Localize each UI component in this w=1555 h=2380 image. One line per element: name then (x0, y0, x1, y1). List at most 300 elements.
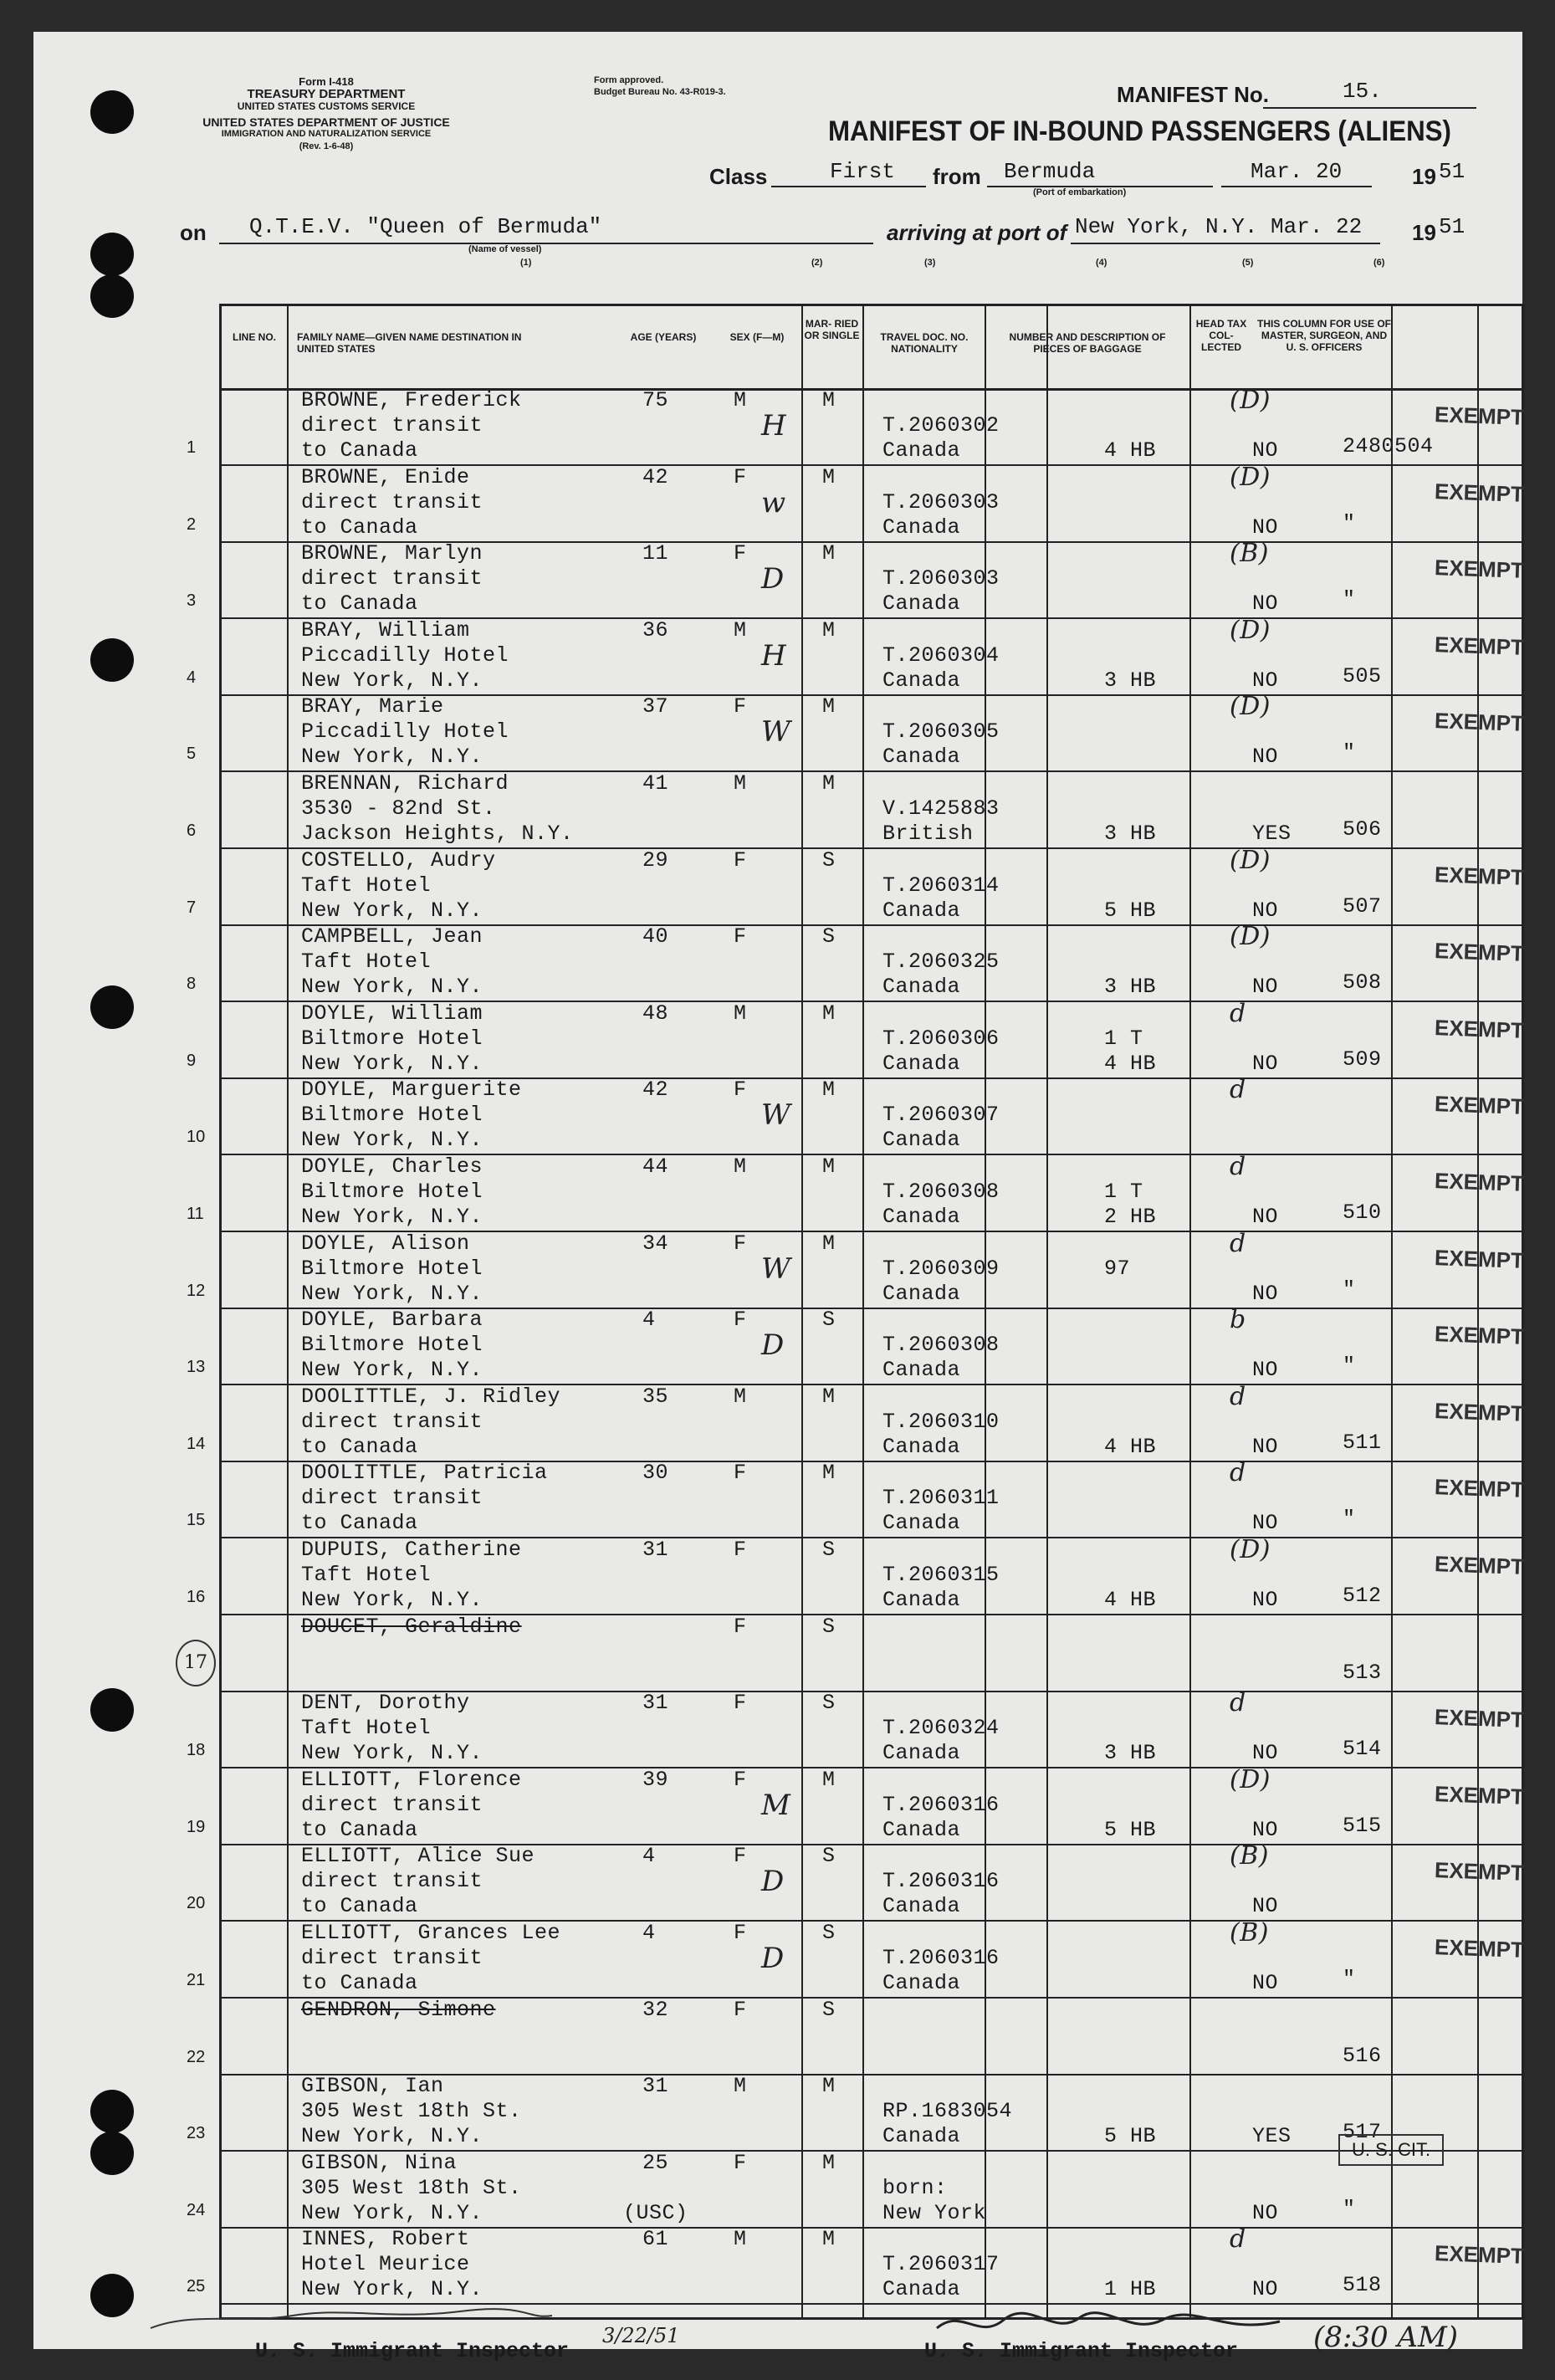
officer-column-value: 512 (1343, 1584, 1382, 1608)
head-tax-value: NO (1252, 1588, 1279, 1612)
age-value: 32 (642, 1997, 669, 2022)
head-tax-mark: (D) (1230, 692, 1271, 722)
line-number: 14 (187, 1434, 206, 1453)
header-line: LINE NO. (232, 331, 276, 343)
table-header (222, 306, 1522, 391)
nationality: Canada (882, 668, 961, 693)
class-value: First (830, 159, 896, 184)
manifest-no-value: 15. (1343, 79, 1382, 104)
head-tax-mark: (B) (1230, 1918, 1269, 1948)
officer-column-value: 514 (1343, 1737, 1382, 1762)
arrival-port: New York, N.Y. Mar. 22 (1075, 214, 1363, 239)
marital-status: S (822, 1691, 836, 1716)
officer-column-value: 518 (1343, 2273, 1382, 2298)
line-number: 19 (187, 1817, 206, 1836)
destination-line2: New York, N.Y. (301, 745, 483, 770)
head-tax-mark: b (1230, 1305, 1246, 1335)
punch-hole (90, 2132, 134, 2175)
officer-column-value: 511 (1343, 1430, 1382, 1455)
header-name: FAMILY NAME—GIVEN NAME DESTINATION IN UNITED STATES (297, 331, 522, 355)
line-number: 12 (187, 1281, 206, 1300)
destination-line1: Biltmore Hotel (301, 1180, 483, 1204)
line-number: 15 (187, 1511, 206, 1530)
marital-status: M (822, 1767, 836, 1792)
table-row (187, 2074, 1522, 2152)
exempt-stamp: EXEMPT (1434, 1857, 1525, 1886)
header-baggage: NUMBER AND DESCRIPTION OF PIECES OF BAGGAGE (1009, 331, 1166, 355)
manifest-title: MANIFEST OF IN-BOUND PASSENGERS (ALIENS) (828, 115, 1451, 147)
nationality: Canada (882, 1894, 961, 1919)
header-headtax: HEAD TAX COL- LECTED (1195, 318, 1247, 353)
passenger-name: DOUCET, Geraldine (301, 1614, 522, 1639)
head-tax-value: NO (1252, 1817, 1279, 1842)
passenger-name: BRAY, William (301, 617, 470, 642)
table-row (187, 1381, 1525, 1462)
destination-line2: Jackson Heights, N.Y. (301, 821, 574, 846)
destination-line1: 305 West 18th St. (301, 2175, 522, 2200)
inspection-time: (8:30 AM) (1313, 2321, 1459, 2354)
form-number: Form I-418 (299, 75, 354, 88)
line-number: 7 (187, 898, 197, 917)
age-value: 35 (642, 1384, 669, 1409)
head-tax-mark: d (1230, 1228, 1246, 1258)
table-row (187, 1535, 1525, 1615)
destination-line1: Taft Hotel (301, 873, 432, 898)
destination-line1: 3530 - 82nd St. (301, 796, 496, 821)
punch-hole (90, 2090, 134, 2133)
punch-hole (90, 2274, 134, 2317)
table-row (187, 1918, 1525, 1999)
destination-line2: New York, N.Y. (301, 1588, 483, 1612)
head-tax-value: YES (1252, 821, 1292, 846)
sex-annotation: D (761, 1328, 785, 1363)
header-officers: THIS COLUMN FOR USE OF MASTER, SURGEON, AND U. S. OFFICERS (1257, 318, 1391, 353)
destination-line2: New York, N.Y. (301, 1741, 483, 1766)
table-row (187, 1305, 1525, 1385)
punch-hole (90, 985, 134, 1029)
manifest-no-label: MANIFEST No. (1117, 82, 1269, 107)
exempt-stamp: EXEMPT (1434, 1934, 1525, 1963)
officer-column-value: 505 (1343, 663, 1382, 688)
marital-status: M (822, 1231, 836, 1256)
destination-line2: New York, N.Y. (301, 2200, 483, 2225)
from-value: Bermuda (1004, 159, 1096, 184)
head-tax-value: YES (1252, 2124, 1292, 2149)
passenger-name: BRAY, Marie (301, 694, 444, 719)
line-number: 10 (187, 1128, 206, 1147)
line-number: 21 (187, 1971, 206, 1989)
baggage-line2: 2 HB (1104, 1205, 1157, 1229)
line-number: 18 (187, 1741, 206, 1760)
marital-status: S (822, 847, 836, 873)
head-tax-mark: d (1230, 2224, 1246, 2255)
us-cit-stamp: U. S. CIT. (1338, 2134, 1444, 2166)
age-value: 29 (642, 847, 669, 873)
sex-value: M (734, 388, 747, 412)
baggage-line2: 4 HB (1104, 1051, 1157, 1076)
exempt-stamp: EXEMPT (1434, 1397, 1525, 1426)
destination-line2: New York, N.Y. (301, 668, 483, 693)
sex-value: F (734, 1461, 747, 1486)
line-number: 5 (187, 745, 197, 764)
passenger-name: DENT, Dorothy (301, 1691, 470, 1716)
baggage-line2: 5 HB (1104, 898, 1157, 923)
line-number: 1 (187, 438, 197, 457)
year2: 51 (1439, 214, 1465, 239)
exempt-stamp: EXEMPT (1434, 1321, 1525, 1350)
sex-value: F (734, 924, 747, 949)
destination-line1: direct transit (301, 413, 483, 438)
treasury-dept: TREASURY DEPARTMENT (247, 87, 406, 101)
punch-hole (90, 1688, 134, 1732)
baggage-line2: 5 HB (1104, 1817, 1157, 1842)
colnum-2: (2) (811, 258, 823, 268)
class-label: Class (709, 164, 768, 189)
age-value: 36 (642, 617, 669, 642)
header-married: MAR- RIED OR SINGLE (804, 318, 860, 341)
age-value: 48 (642, 1001, 669, 1026)
head-tax-value: NO (1252, 1358, 1279, 1383)
table-row (187, 2224, 1525, 2305)
age-value: 31 (642, 2074, 669, 2099)
passenger-name: DUPUIS, Catherine (301, 1538, 522, 1562)
age-value: 25 (642, 2150, 669, 2175)
table-row (187, 386, 1525, 466)
nationality: Canada (882, 1358, 961, 1383)
passenger-name: CAMPBELL, Jean (301, 924, 483, 949)
baggage-line1: 1 T (1104, 1026, 1143, 1051)
marital-status: S (822, 924, 836, 949)
destination-line1: 305 West 18th St. (301, 2099, 522, 2124)
passenger-name: BRENNAN, Richard (301, 771, 509, 796)
passenger-name: DOYLE, William (301, 1001, 483, 1026)
line-number: 4 (187, 668, 197, 687)
head-tax-mark: d (1230, 998, 1246, 1028)
head-tax-mark: (D) (1230, 615, 1271, 645)
officer-column-value: 507 (1343, 893, 1382, 919)
head-tax-mark: (D) (1230, 462, 1271, 492)
age-value: 4 (642, 1921, 656, 1945)
marital-status: S (822, 1614, 836, 1639)
head-tax-mark: (D) (1230, 1764, 1271, 1794)
head-tax-value: NO (1252, 1434, 1279, 1459)
sex-value: M (734, 1384, 747, 1409)
destination-line2: New York, N.Y. (301, 2277, 483, 2302)
age-value: 4 (642, 1308, 656, 1333)
head-tax-value: NO (1252, 514, 1279, 540)
nationality: Canada (882, 1205, 961, 1229)
exempt-stamp: EXEMPT (1434, 938, 1525, 967)
age-value: 44 (642, 1154, 669, 1179)
travel-doc-number: T.2060303 (882, 566, 1000, 591)
nationality: Canada (882, 2277, 961, 2302)
destination-line1: direct transit (301, 1409, 483, 1434)
table-row (187, 1997, 1522, 2075)
table-row (187, 1075, 1525, 1155)
sex-value: F (734, 1308, 747, 1333)
marital-status: M (822, 2074, 836, 2099)
travel-doc-number: T.2060308 (882, 1333, 1000, 1358)
nationality: Canada (882, 1971, 961, 1995)
destination-line1: Biltmore Hotel (301, 1256, 483, 1281)
sex-annotation: D (761, 1942, 785, 1975)
destination-line1: direct transit (301, 1792, 483, 1817)
table-row (187, 2150, 1522, 2229)
exempt-stamp: EXEMPT (1434, 708, 1525, 737)
nationality: Canada (882, 2124, 961, 2149)
form-approved: Form approved. (594, 75, 664, 85)
marital-status: M (822, 694, 836, 719)
table-row (187, 539, 1525, 619)
nationality: Canada (882, 438, 961, 463)
sex-value: F (734, 1921, 747, 1945)
age-value: 61 (642, 2227, 669, 2252)
head-tax-mark: (B) (1230, 1841, 1269, 1871)
line-number: 25 (187, 2277, 206, 2296)
destination-line2: New York, N.Y. (301, 1358, 483, 1383)
passenger-name: DOYLE, Alison (301, 1231, 470, 1256)
head-tax-value: NO (1252, 438, 1279, 463)
passenger-name: BROWNE, Enide (301, 464, 470, 489)
head-tax-mark: (D) (1230, 845, 1271, 875)
head-tax-mark: (D) (1230, 386, 1271, 415)
passenger-name: GENDRON, Simone (301, 1997, 496, 2022)
exempt-stamp: EXEMPT (1434, 2240, 1525, 2270)
table-row (187, 615, 1525, 696)
sex-value: M (734, 2227, 747, 2252)
travel-doc-number: T.2060324 (882, 1716, 1000, 1741)
destination-line1: Piccadilly Hotel (301, 642, 509, 668)
head-tax-value: NO (1252, 975, 1279, 1000)
travel-doc-number: T.2060316 (882, 1792, 1000, 1817)
destination-line1: Biltmore Hotel (301, 1333, 483, 1358)
travel-doc-number: T.2060302 (882, 413, 1000, 438)
colnum-5: (5) (1242, 258, 1254, 268)
passenger-name: BROWNE, Marlyn (301, 541, 483, 566)
nationality: Canada (882, 591, 961, 617)
table-row (187, 692, 1525, 772)
destination-line1: direct transit (301, 1869, 483, 1894)
head-tax-value: NO (1252, 1051, 1279, 1076)
travel-doc-number: T.2060311 (882, 1486, 1000, 1511)
table-row (187, 998, 1525, 1079)
punch-hole (90, 274, 134, 318)
marital-status: M (822, 1154, 836, 1179)
sex-annotation: M (761, 1788, 791, 1822)
nationality: Canada (882, 1588, 961, 1612)
head-tax-mark: d (1230, 1075, 1246, 1105)
nationality: British (882, 821, 974, 846)
destination-line2: to Canada (301, 1817, 418, 1842)
travel-doc-number: T.2060303 (882, 489, 1000, 514)
from-label: from (933, 164, 981, 189)
line-number: 20 (187, 1894, 206, 1913)
officer-column-value: 509 (1343, 1047, 1382, 1072)
destination-line2: New York, N.Y. (301, 2124, 483, 2149)
head-tax-value: NO (1252, 1741, 1279, 1766)
destination-line1: direct transit (301, 566, 483, 591)
exempt-stamp: EXEMPT (1434, 1014, 1525, 1043)
marital-status: S (822, 1844, 836, 1869)
sex-annotation: H (761, 409, 787, 443)
destination-line1: Biltmore Hotel (301, 1103, 483, 1128)
destination-line2: to Canada (301, 1511, 418, 1536)
marital-status: M (822, 2227, 836, 2252)
head-tax-value: NO (1252, 591, 1279, 617)
travel-doc-number: T.2060307 (882, 1103, 1000, 1128)
head-tax-mark: d (1230, 1458, 1246, 1488)
destination-line2: New York, N.Y. (301, 1205, 483, 1229)
officer-column-value: " (1343, 2196, 1356, 2221)
exempt-stamp: EXEMPT (1434, 1704, 1525, 1733)
age-value: 42 (642, 1077, 669, 1103)
inspector-label-right: U. S. Immigrant Inspector (924, 2339, 1239, 2363)
table-row (187, 1228, 1525, 1309)
travel-doc-number: V.1425883 (882, 796, 1000, 821)
age-value: 41 (642, 771, 669, 796)
passenger-name: INNES, Robert (301, 2227, 470, 2252)
officer-column-value: " (1343, 1354, 1356, 1379)
officer-column-value: 2480504 (1343, 434, 1434, 458)
head-tax-mark: d (1230, 1688, 1246, 1718)
head-tax-value: NO (1252, 2277, 1279, 2302)
year1: 51 (1439, 159, 1465, 184)
departure-date: Mar. 20 (1251, 159, 1343, 184)
nationality: Canada (882, 975, 961, 1000)
sex-annotation: W (761, 1098, 791, 1133)
exempt-stamp: EXEMPT (1434, 1091, 1525, 1120)
sex-value: F (734, 1691, 747, 1716)
head-tax-value: NO (1252, 1281, 1279, 1306)
line-number: 16 (187, 1588, 206, 1606)
age-value: 31 (642, 1538, 669, 1562)
travel-doc-number: T.2060309 (882, 1256, 1000, 1281)
travel-doc-number: T.2060316 (882, 1869, 1000, 1894)
table-row (187, 462, 1525, 543)
head-tax-value: NO (1252, 1971, 1279, 1995)
travel-doc-number: born: (882, 2175, 948, 2200)
line-number: 24 (187, 2200, 206, 2219)
line-number: 2 (187, 514, 197, 534)
travel-doc-number: T.2060304 (882, 642, 1000, 668)
officer-column-value: " (1343, 1967, 1356, 1991)
head-tax-value: NO (1252, 2200, 1279, 2225)
nationality: Canada (882, 1741, 961, 1766)
baggage-line2: 3 HB (1104, 821, 1157, 846)
head-tax-mark: (D) (1230, 1535, 1271, 1564)
officer-column-value: 513 (1343, 1660, 1382, 1685)
revision: (Rev. 1-6-48) (299, 141, 354, 151)
officer-column-value: " (1343, 1277, 1356, 1302)
travel-doc-number: T.2060308 (882, 1180, 1000, 1204)
sex-value: F (734, 464, 747, 489)
sex-annotation: H (761, 638, 787, 673)
age-value: 40 (642, 924, 669, 949)
left-initials-scribble (142, 2295, 560, 2345)
destination-line1: Hotel Meurice (301, 2252, 470, 2277)
year2-prefix: 19 (1412, 220, 1436, 245)
on-label: on (180, 220, 207, 245)
officer-column-value: 508 (1343, 970, 1382, 996)
marital-status: M (822, 1077, 836, 1103)
table-row (187, 1764, 1525, 1845)
head-tax-mark: d (1230, 1152, 1246, 1181)
header-age: AGE (YEARS) (630, 331, 697, 343)
head-tax-value: NO (1252, 745, 1279, 770)
line-number: 22 (187, 2047, 206, 2066)
vessel-caption: (Name of vessel) (468, 244, 542, 254)
table-row (187, 922, 1525, 1002)
destination-line2: to Canada (301, 1971, 418, 1995)
officer-column-value: 515 (1343, 1813, 1382, 1838)
destination-line2: New York, N.Y. (301, 1281, 483, 1306)
baggage-line2: 4 HB (1104, 438, 1157, 463)
colnum-1: (1) (520, 258, 532, 268)
circled-line-number: 17 (176, 1640, 216, 1686)
baggage-line1: 1 T (1104, 1180, 1143, 1204)
table-row (187, 845, 1525, 926)
passenger-name: BROWNE, Frederick (301, 388, 522, 412)
travel-doc-number: T.2060325 (882, 949, 1000, 975)
passenger-table (184, 304, 1525, 2320)
marital-status: S (822, 1308, 836, 1333)
sex-value: M (734, 1001, 747, 1026)
baggage-line2: 3 HB (1104, 1741, 1157, 1766)
age-value: 11 (642, 541, 669, 566)
destination-line2: to Canada (301, 1434, 418, 1459)
passenger-name: DOYLE, Charles (301, 1154, 483, 1179)
sex-value: F (734, 1231, 747, 1256)
colnum-6: (6) (1373, 258, 1385, 268)
destination-line2: New York, N.Y. (301, 898, 483, 923)
exempt-stamp: EXEMPT (1434, 555, 1525, 584)
year1-prefix: 19 (1412, 164, 1436, 189)
sex-value: F (734, 1538, 747, 1562)
head-tax-value: NO (1252, 1894, 1279, 1919)
manifest-sheet (33, 32, 1525, 2363)
head-tax-value: NO (1252, 898, 1279, 923)
destination-line2: to Canada (301, 1894, 418, 1919)
destination-line2: New York, N.Y. (301, 1051, 483, 1076)
marital-status: M (822, 464, 836, 489)
passenger-name: COSTELLO, Audry (301, 847, 496, 873)
nationality: Canada (882, 1434, 961, 1459)
colnum-4: (4) (1096, 258, 1107, 268)
destination-line2: New York, N.Y. (301, 975, 483, 1000)
exempt-stamp: EXEMPT (1434, 861, 1525, 890)
travel-doc-number: T.2060315 (882, 1563, 1000, 1587)
baggage-line2: 3 HB (1104, 975, 1157, 1000)
sex-annotation: D (761, 1865, 785, 1899)
nationality: Canada (882, 1817, 961, 1842)
sex-value: F (734, 541, 747, 566)
customs-service: UNITED STATES CUSTOMS SERVICE (237, 100, 416, 112)
destination-line1: direct transit (301, 1486, 483, 1511)
marital-status: M (822, 541, 836, 566)
nationality: Canada (882, 1511, 961, 1536)
passenger-name: ELLIOTT, Grances Lee (301, 1921, 561, 1945)
age-value: 4 (642, 1844, 656, 1869)
marital-status: S (822, 1921, 836, 1945)
officer-column-value: 510 (1343, 1200, 1382, 1225)
marital-status: M (822, 771, 836, 796)
header-sex: SEX (F—M) (729, 331, 785, 343)
age-value: 34 (642, 1231, 669, 1256)
passenger-name: DOYLE, Barbara (301, 1308, 483, 1333)
age-value: 30 (642, 1461, 669, 1486)
sex-annotation: w (761, 485, 786, 520)
sex-value: F (734, 1767, 747, 1792)
